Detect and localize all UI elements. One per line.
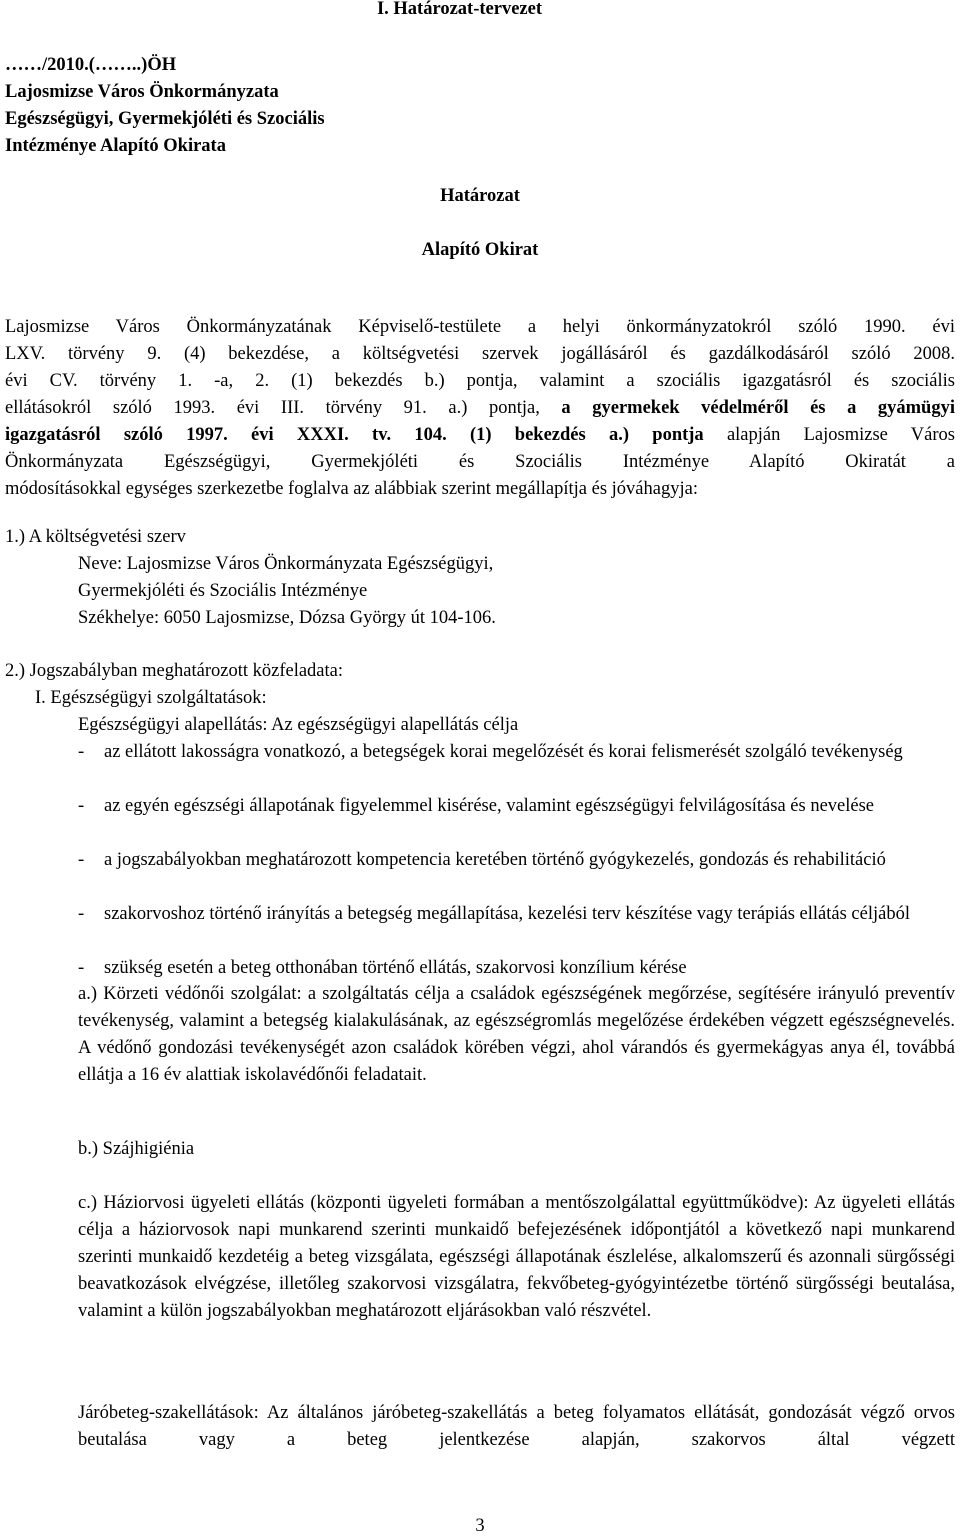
org-line: Egészségügyi, Gyermekjóléti és Szociális xyxy=(5,109,325,129)
intro-line: Lajosmizse Város Önkormányzatának Képviselő-testülete a helyi önkormányzatokról szóló 1990. évi xyxy=(5,317,955,337)
resolution-title: Határozat xyxy=(440,186,520,206)
list-item: - az ellátott lakosságra vonatkozó, a betegségek korai megelőzését és korai felismerését szolgáló tevékenység xyxy=(78,742,903,762)
intro-paragraph xyxy=(5,314,955,503)
org-line: Lajosmizse Város Önkormányzata xyxy=(5,82,279,102)
ref-number: ……/2010.(……..)ÖH xyxy=(5,55,177,75)
subsection-heading: I. Egészségügyi szolgáltatások: xyxy=(35,688,267,708)
founding-charter-title: Alapító Okirat xyxy=(421,240,539,260)
outpatient-care: Járóbeteg-szakellátások: Az általános járóbeteg-szakellátás a beteg folyamatos ellátását, gondozását végző orvos beutalása vagy a beteg jelentkezése alapján, szakorvos által végzett xyxy=(78,1403,955,1450)
list-item: - szakorvoshoz történő irányítás a betegség megállapítása, kezelési terv készítése vagy terápiás ellátás céljából xyxy=(78,904,910,924)
org-line: Intézménye Alapító Okirata xyxy=(5,136,226,156)
list-item: - szükség esetén a beteg otthonában történő ellátás, szakorvosi konzílium kérése xyxy=(78,958,687,978)
entity-seat: Székhelye: 6050 Lajosmizse, Dózsa György út 104-106. xyxy=(78,608,496,628)
intro-line: igazgatásról szóló 1997. évi XXXI. tv. 104. (1) bekezdés a.) pontja alapján Lajosmizse Város xyxy=(5,425,955,445)
section-1 xyxy=(5,524,496,632)
primary-care-heading: Egészségügyi alapellátás: Az egészségügyi alapellátás célja xyxy=(78,715,519,735)
oral-hygiene: b.) Szájhigiénia xyxy=(78,1139,195,1159)
section-2-heading: 2.) Jogszabályban meghatározott közfeladata: xyxy=(5,661,343,681)
intro-line: ellátásokról szóló 1993. évi III. törvény 91. a.) pontja, a gyermekek védelméről és a gyámügyi xyxy=(5,398,955,418)
entity-name: Neve: Lajosmizse Város Önkormányzata Egészségügyi, xyxy=(78,554,494,574)
intro-line: módosításokkal egységes szerkezetbe foglalva az alábbiak szerint megállapítja és jóváhagyja: xyxy=(5,479,698,499)
entity-name: Gyermekjóléti és Szociális Intézménye xyxy=(78,581,368,601)
section-1-heading: 1.) A költségvetési szerv xyxy=(5,527,186,547)
gp-on-call-service: c.) Háziorvosi ügyeleti ellátás (központi ügyeleti formában a mentőszolgálattal együttműködve): Az ügyeleti ellátás célja a háziorvosok napi munkarend szerinti munkaidő befejezésének időpontjától a következő napi munkarend szerinti munkaidő kezdetéig a beteg vizsgálata, egészségi állapotának észlelése, alkalomszerű és azonnali sürgősségi beavatkozások elvégzése, illetőleg szakorvosi vizsgálatra, fekvőbeteg-gyógyintézetbe történő sürgősségi beutalása, valamint a külön jogszabályokban meghatározott eljárásokban való részvétel. xyxy=(78,1193,955,1321)
page-number: 3 xyxy=(475,1516,485,1536)
primary-care-items xyxy=(5,739,955,982)
list-item: - a jogszabályokban meghatározott kompetencia keretében történő gyógykezelés, gondozás és rehabilitáció xyxy=(78,850,886,870)
document-header xyxy=(5,52,325,160)
intro-line: Önkormányzata Egészségügyi, Gyermekjóléti és Szociális Intézménye Alapító Okiratát a xyxy=(5,452,955,472)
health-visitor-service: a.) Körzeti védőnői szolgálat: a szolgáltatás célja a családok egészségének megőrzése, segítésére irányuló preventív tevékenység, valamint a betegség kialakulásának, az egészségromlás megelőzése érdekében végzett egészségnevelés. A védőnő gondozási tevékenységét azon családok körében végzi, ahol várandós és gyermekágyas anya él, továbbá ellátja a 16 év alattiak iskolavédőnői feladatait. xyxy=(78,984,955,1085)
section-2 xyxy=(5,658,955,739)
intro-line: évi CV. törvény 1. -a, 2. (1) bekezdés b.) pontja, valamint a szociális igazgatásról és szociális xyxy=(5,371,955,391)
list-item: - az egyén egészségi állapotának figyelemmel kisérése, valamint egészségügyi felvilágosítása és nevelése xyxy=(78,796,875,816)
intro-line: LXV. törvény 9. (4) bekezdése, a költségvetési szervek jogállásáról és gazdálkodásáról szóló 2008. xyxy=(5,344,955,364)
draft-title: I. Határozat-tervezet xyxy=(376,0,542,19)
